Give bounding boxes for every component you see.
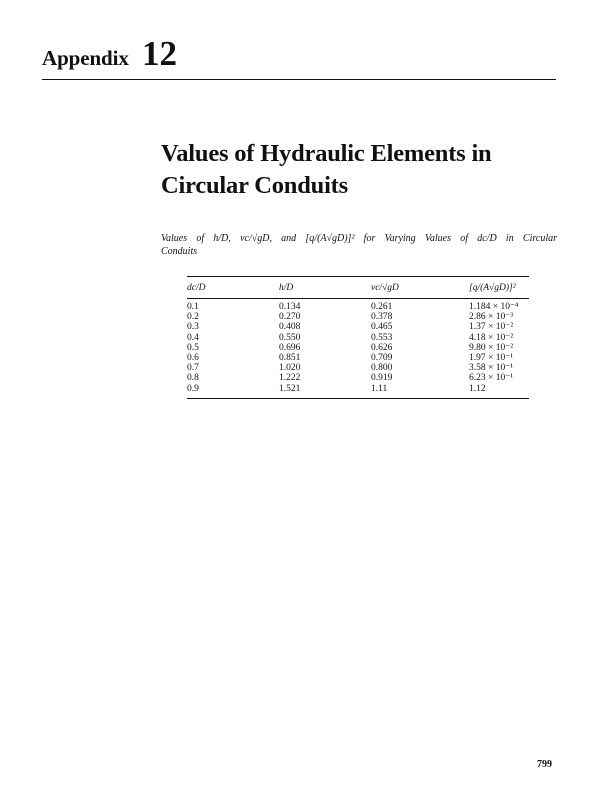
cell-h-d: 0.134 — [279, 302, 301, 312]
cell-vc-sqrt-gd: 0.465 — [371, 322, 393, 333]
table-caption — [161, 232, 557, 258]
cell-dc-d: 0.8 — [187, 373, 199, 384]
table-row — [187, 312, 529, 322]
caption-line-2: Conduits — [161, 246, 198, 257]
appendix-title — [161, 138, 561, 202]
title-line-1: Values of Hydraulic Elements in — [161, 140, 492, 167]
table-row — [187, 353, 529, 363]
table-row — [187, 322, 529, 332]
table-row — [187, 384, 529, 399]
header-rule — [42, 79, 556, 80]
cell-q-ratio-squared: 2.86 × 10⁻³ — [469, 312, 514, 323]
cell-dc-d: 0.1 — [187, 302, 199, 312]
cell-h-d: 0.270 — [279, 312, 301, 323]
table-row — [187, 343, 529, 353]
header-dc-d: dc/D — [187, 282, 206, 293]
cell-dc-d: 0.6 — [187, 353, 199, 364]
cell-dc-d: 0.9 — [187, 383, 199, 394]
header-vc-sqrt-gd: vc/√gD — [371, 282, 399, 293]
cell-q-ratio-squared: 6.23 × 10⁻¹ — [469, 373, 514, 384]
cell-h-d: 0.408 — [279, 322, 301, 333]
cell-vc-sqrt-gd: 0.919 — [371, 373, 393, 384]
hydraulic-elements-table — [187, 276, 529, 399]
cell-vc-sqrt-gd: 0.800 — [371, 363, 393, 374]
cell-dc-d: 0.4 — [187, 332, 199, 343]
cell-vc-sqrt-gd: 1.11 — [371, 383, 388, 394]
cell-h-d: 0.696 — [279, 342, 301, 353]
cell-vc-sqrt-gd: 0.553 — [371, 332, 393, 343]
cell-vc-sqrt-gd: 0.709 — [371, 353, 393, 364]
cell-q-ratio-squared: 1.184 × 10⁻⁴ — [469, 302, 519, 312]
cell-h-d: 0.851 — [279, 353, 301, 364]
table-row — [187, 299, 529, 313]
cell-vc-sqrt-gd: 0.261 — [371, 302, 393, 312]
cell-dc-d: 0.3 — [187, 322, 199, 333]
cell-h-d: 1.020 — [279, 363, 301, 374]
cell-vc-sqrt-gd: 0.378 — [371, 312, 393, 323]
cell-h-d: 1.521 — [279, 383, 301, 394]
title-line-2: Circular Conduits — [161, 172, 348, 199]
table-row — [187, 363, 529, 373]
appendix-label: Appendix — [42, 46, 129, 70]
cell-q-ratio-squared: 9.80 × 10⁻² — [469, 342, 514, 353]
page-number: 799 — [537, 759, 552, 770]
cell-h-d: 1.222 — [279, 373, 301, 384]
cell-q-ratio-squared: 1.97 × 10⁻¹ — [469, 353, 514, 364]
cell-dc-d: 0.7 — [187, 363, 199, 374]
header-q-ratio-squared: [q/(A√gD)]² — [469, 282, 516, 293]
appendix-heading — [42, 36, 556, 80]
table-row — [187, 333, 529, 343]
cell-vc-sqrt-gd: 0.626 — [371, 342, 393, 353]
cell-q-ratio-squared: 1.37 × 10⁻² — [469, 322, 514, 333]
cell-q-ratio-squared: 3.58 × 10⁻¹ — [469, 363, 514, 374]
caption-line-1: Values of h/D, vc/√gD, and [q/(A√gD)]² for Varying Values of dc/D in Circular — [161, 233, 557, 244]
cell-q-ratio-squared: 4.18 × 10⁻² — [469, 332, 514, 343]
cell-dc-d: 0.5 — [187, 342, 199, 353]
table-row — [187, 373, 529, 383]
cell-dc-d: 0.2 — [187, 312, 199, 323]
appendix-number: 12 — [142, 34, 177, 73]
table-header-row — [187, 277, 529, 299]
cell-h-d: 0.550 — [279, 332, 301, 343]
header-h-d: h/D — [279, 282, 294, 293]
cell-q-ratio-squared: 1.12 — [469, 383, 486, 394]
